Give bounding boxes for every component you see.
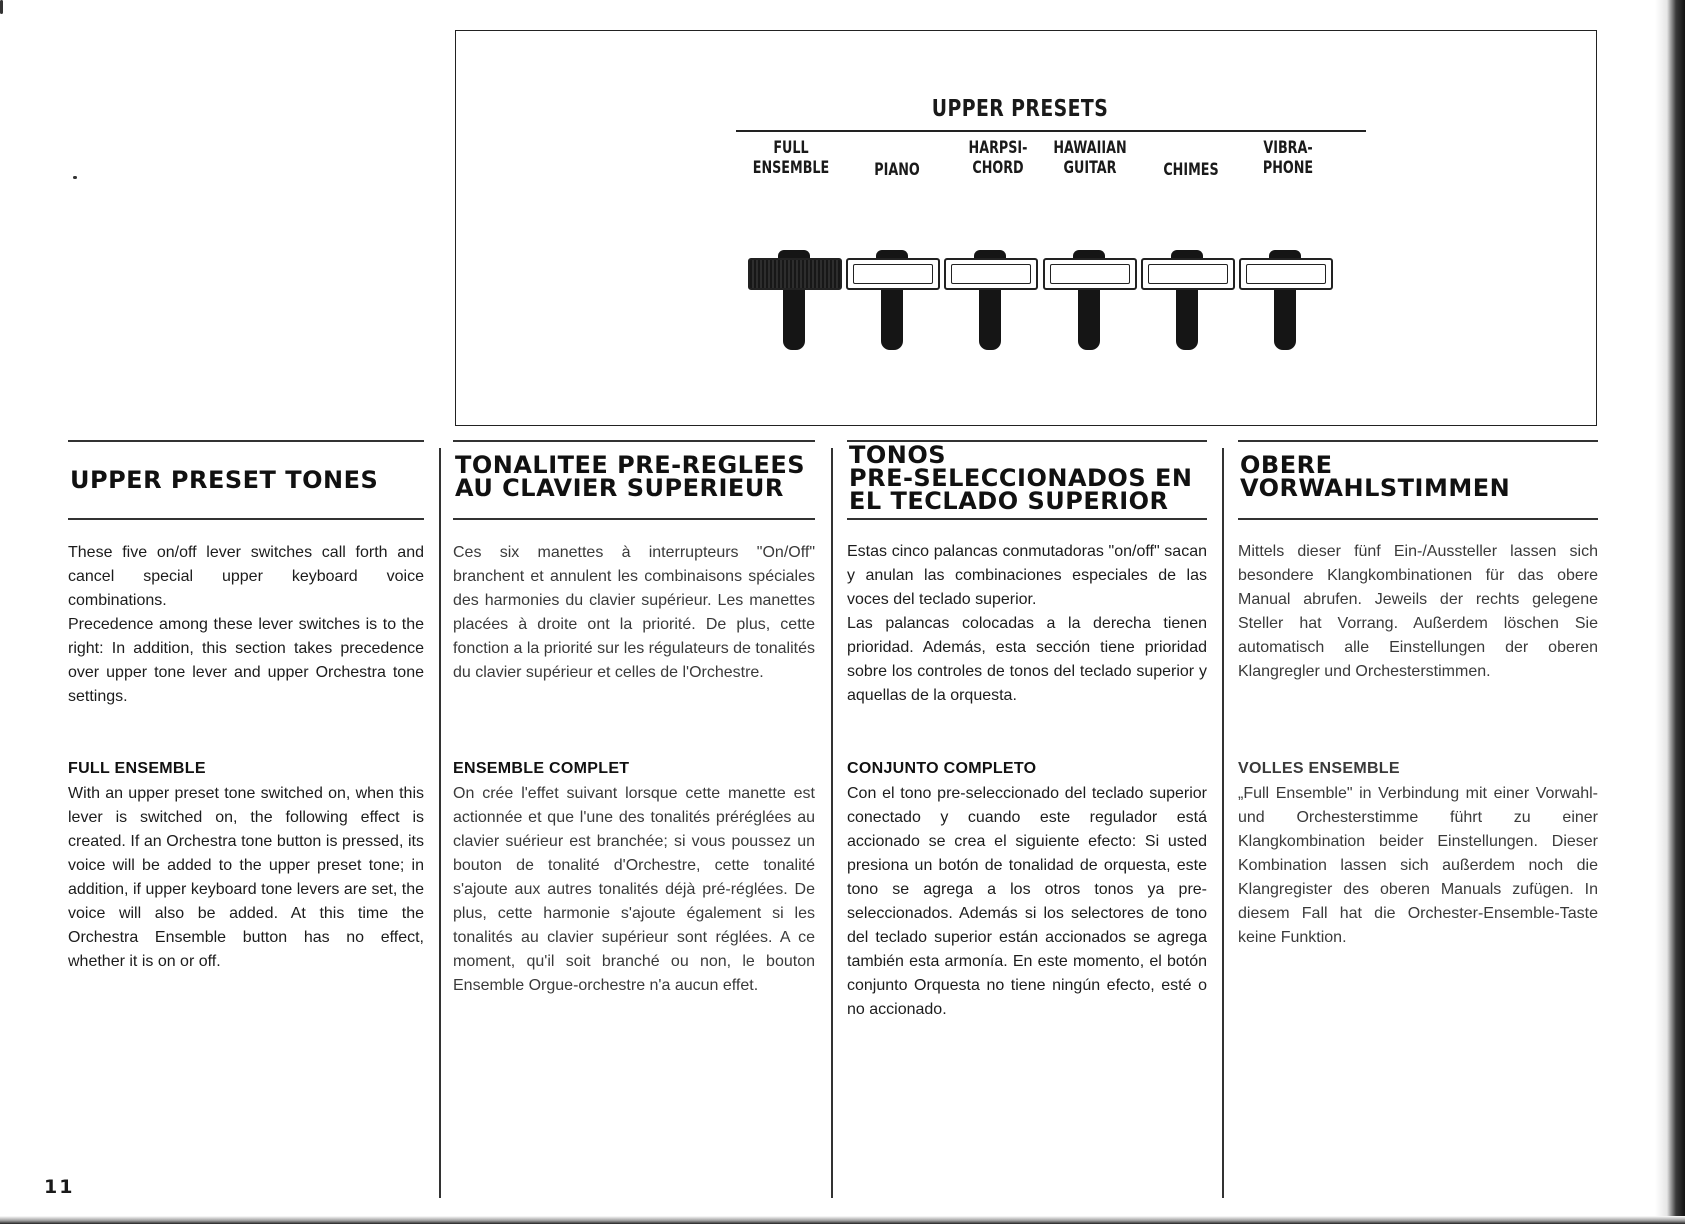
heading-rule-top: [68, 440, 424, 442]
lever-vibraphone[interactable]: [1239, 252, 1335, 352]
column-divider: [439, 448, 441, 1198]
subheading: FULL ENSEMBLE: [68, 760, 206, 777]
heading-rule-top: [453, 440, 815, 442]
heading-rule-bottom: [453, 518, 815, 520]
lever-piano[interactable]: [846, 252, 942, 352]
heading-rule-bottom: [68, 518, 424, 520]
preset-label-full-ensemble: FULL ENSEMBLE: [752, 138, 830, 178]
intro-paragraph: Estas cinco palancas conmutadoras "on/off" sacan y anulan las combinaciones especiales de las voces del teclado superior. Las palancas colocadas a la derecha tienen prioridad. Además, esta sección tiene prioridad sobre los controles de tonos del teclado superior y aquellas de la orquesta.: [847, 543, 1207, 704]
heading-rule-bottom: [847, 518, 1207, 520]
section-heading: OBERE VORWAHLSTIMMEN: [1240, 451, 1511, 502]
scan-speck: [0, 0, 3, 14]
detail-paragraph: Con el tono pre-seleccionado del teclado superior conectado y cuando este regulador está accionado se crea el siguiente efecto: Si usted presiona un botón de tonalidad de orquesta, este tono se agrega a los otros tonos ya pre-seleccionados. Además si los selectores de tono del teclado superior están accionados se agrega también esta armonía. En este momento, el botón conjunto Orquesta no tiene ningún efecto, esté o no accionado.: [847, 785, 1207, 1018]
heading-rule-top: [1238, 440, 1598, 442]
subheading: VOLLES ENSEMBLE: [1238, 760, 1400, 777]
preset-label-hawaiian-guitar: HAWAIIAN GUITAR: [1053, 138, 1127, 178]
lever-full-ensemble[interactable]: [748, 252, 844, 352]
preset-label-chimes: CHIMES: [1163, 160, 1219, 180]
lever-chimes[interactable]: [1141, 252, 1237, 352]
lever-harpsichord[interactable]: [944, 252, 1040, 352]
preset-label-piano: PIANO: [874, 160, 920, 180]
column-divider: [831, 448, 833, 1198]
figure-title: UPPER PRESETS: [931, 96, 1109, 122]
heading-rule-bottom: [1238, 518, 1598, 520]
scan-speck: [73, 176, 77, 179]
preset-label-vibraphone: VIBRA- PHONE: [1262, 138, 1314, 178]
detail-paragraph: On crée l'effet suivant lorsque cette manette est actionnée et que l'une des tonalités préréglées au clavier suérieur est branchée; si vous poussez un bouton de tonalité d'Orchestre, cette tonalité s'ajoute aux autres tonalités déjà pré-réglées. De plus, cette harmonie s'ajoute également si les tonalités au clavier supérieur sont réglées. A ce moment, qu'il soit branché ou non, le bouton Ensemble Orgue-orchestre n'a aucun effet.: [453, 785, 815, 994]
subheading: CONJUNTO COMPLETO: [847, 760, 1037, 777]
detail-paragraph: „Full Ensemble" in Verbindung mit einer Vorwahl- und Orchesterstimme führt zu einer Klangkombination beider Einstellungen. Dieser Kombination lassen sich außerdem noch die Klangregister des oberen Manuals zufügen. In diesem Fall hat die Orchester-Ensemble-Taste keine Funktion.: [1238, 785, 1598, 946]
section-heading: UPPER PRESET TONES: [70, 466, 379, 494]
detail-paragraph: With an upper preset tone switched on, when this lever is switched on, the following effect is created. If an Orchestra tone button is pressed, its voice will be added to the upper preset tone; in addition, if upper keyboard tone levers are set, the voice will also be added. At this time the Orchestra Ensemble button has no effect, whether it is on or off.: [68, 785, 424, 970]
page-number: 11: [44, 1176, 75, 1198]
subheading: ENSEMBLE COMPLET: [453, 760, 630, 777]
scan-edge-bottom: [0, 1216, 1685, 1224]
column-divider: [1222, 448, 1224, 1198]
intro-paragraph: These five on/off lever switches call forth and cancel special upper keyboard voice combinations. Precedence among these lever switches is to the right: In addition, this section takes precedence over upper tone lever and upper Orchestra tone settings.: [68, 544, 424, 705]
intro-paragraph: Mittels dieser fünf Ein-/Aussteller lassen sich besondere Klangkombinationen für das obere Manual abrufen. Jeweils der rechts gelegene Steller hat Vorrang. Außerdem löschen Sie automatisch alle Einstellungen der oberen Klangregler und Orchesterstimmen.: [1238, 543, 1598, 680]
lever-hawaiian-guitar[interactable]: [1043, 252, 1139, 352]
section-heading: TONALITEE PRE-REGLEES AU CLAVIER SUPERIEUR: [455, 451, 806, 502]
figure-frame: [455, 30, 1597, 426]
section-heading: TONOS PRE-SELECCIONADOS EN EL TECLADO SUPERIOR: [849, 441, 1193, 515]
scan-edge-right: [1655, 0, 1685, 1224]
figure-title-rule: [736, 130, 1366, 132]
intro-paragraph: Ces six manettes à interrupteurs "On/Off" branchent et annulent les combinaisons spéciales des harmonies du clavier supérieur. Les manettes placées à droite ont la priorité. De plus, cette fonction a la priorité sur les régulateurs de tonalités du clavier supérieur et celles de l'Orchestre.: [453, 544, 815, 681]
preset-label-harpsichord: HARPSI- CHORD: [968, 138, 1028, 178]
